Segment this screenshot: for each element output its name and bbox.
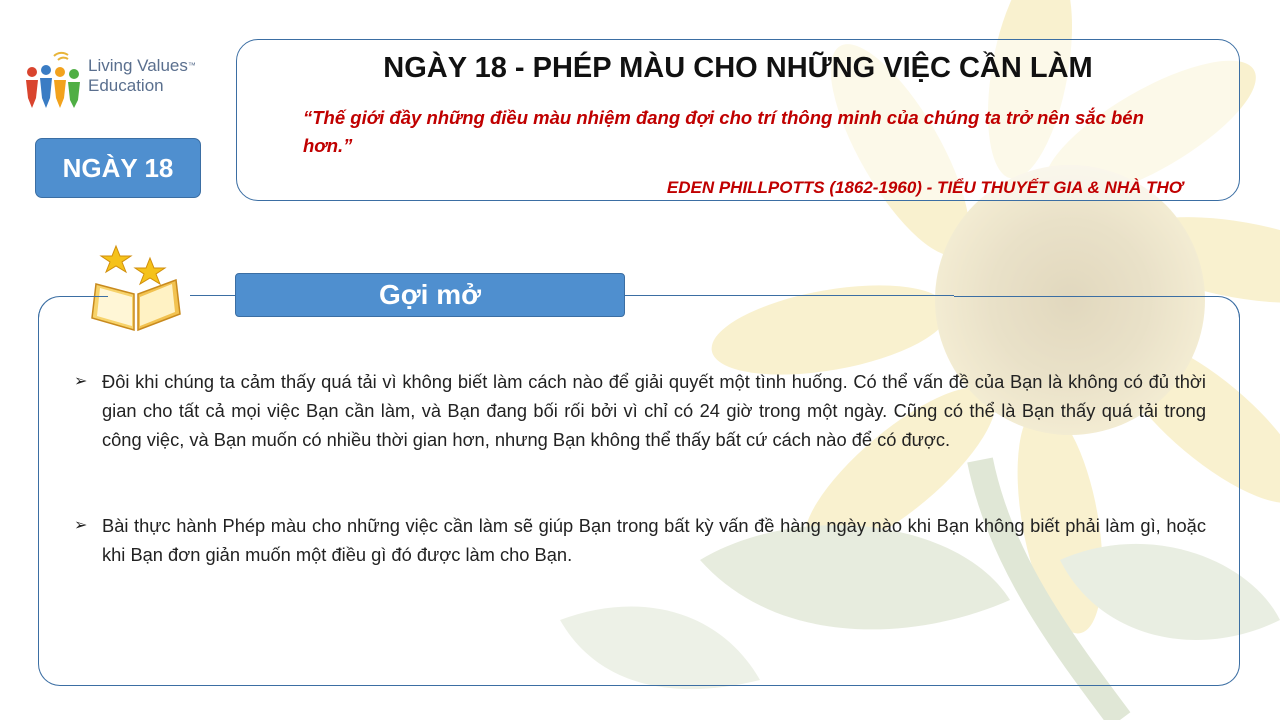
logo-text (88, 56, 196, 96)
section-title: Gợi mở (235, 273, 625, 317)
list-item (72, 367, 1206, 454)
list-item (72, 511, 1206, 569)
bullet-text: Đôi khi chúng ta cảm thấy quá tải vì không biết làm cách nào để giải quyết một tình huống. Có thể vấn đề của Bạn là không có đủ thời gian cho tất cả mọi việc Bạn cần làm, và Bạn đang bối rối bởi vì chỉ có 24 giờ trong một ngày. Cũng có thể là Bạn thấy quá tải trong công việc, và Bạn muốn có nhiều thời gian hơn, nhưng Bạn không thể thấy bất cứ cách nào để có được. (102, 371, 1206, 450)
living-values-logo (22, 50, 222, 114)
arrow-bullet-icon: ➢ (74, 373, 88, 390)
page-title: NGÀY 18 - PHÉP MÀU CHO NHỮNG VIỆC CẦN LÀM (383, 52, 1093, 84)
content-box-corner (954, 296, 1240, 320)
content-box (38, 296, 1240, 686)
quote-author: EDEN PHILLPOTTS (1862-1960) - TIỂU THUYẾT GIA & NHÀ THƠ (666, 178, 1183, 197)
content-box-corner (38, 296, 108, 320)
logo-line-2: Education (88, 76, 164, 95)
bullet-text: Bài thực hành Phép màu cho những việc cần làm sẽ giúp Bạn trong bất kỳ vấn đề hàng ngày nào khi Bạn không biết phải làm gì, hoặc khi Bạn đơn giản muốn một điều gì đó được làm cho Bạn. (102, 515, 1206, 565)
arrow-bullet-icon: ➢ (74, 517, 88, 534)
day-badge: NGÀY 18 (35, 138, 201, 198)
logo-line-1: Living Values (88, 56, 188, 75)
trademark-mark: ™ (187, 61, 196, 70)
quote-text: “Thế giới đầy những điều màu nhiệm đang đợi cho trí thông minh của chúng ta trở nên sắc bén hơn.” (303, 107, 1144, 156)
people-logo-icon (22, 50, 82, 114)
header-box (236, 39, 1240, 201)
